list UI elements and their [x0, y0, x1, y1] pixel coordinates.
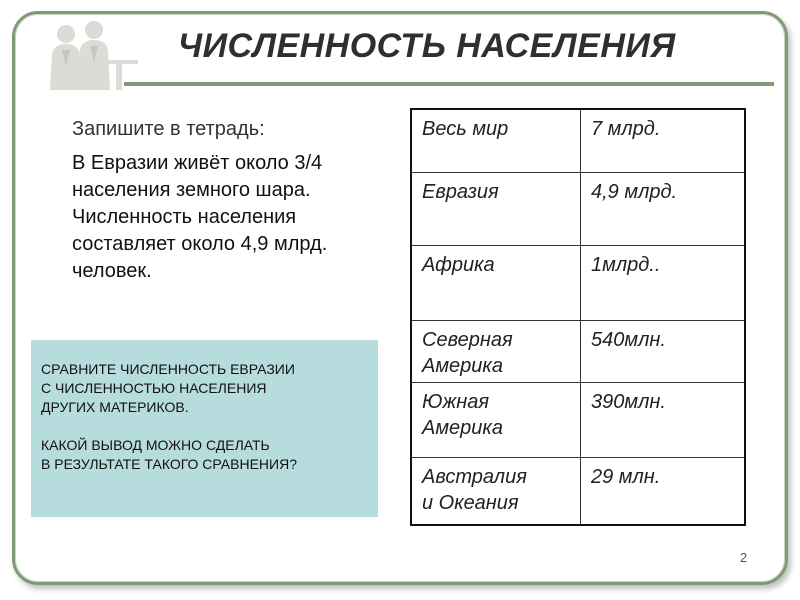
question-box [31, 340, 378, 517]
population-table [410, 108, 746, 526]
table-row [411, 383, 745, 458]
table-row [411, 246, 745, 321]
table-row [411, 173, 745, 246]
population-cell: 1млрд.. [581, 246, 746, 321]
question-line: В РЕЗУЛЬТАТЕ ТАКОГО СРАВНЕНИЯ? [41, 456, 297, 472]
population-cell: 7 млрд. [581, 109, 746, 173]
question-line: СРАВНИТЕ ЧИСЛЕННОСТЬ ЕВРАЗИИ [41, 361, 295, 377]
question-line: С ЧИСЛЕННОСТЬЮ НАСЕЛЕНИЯ [41, 380, 267, 396]
question-line: ДРУГИХ МАТЕРИКОВ. [41, 399, 189, 415]
region-cell: Африка [411, 246, 581, 321]
population-cell: 29 млн. [581, 458, 746, 526]
region-cell: Австралия и Океания [411, 458, 581, 526]
table-row [411, 321, 745, 383]
intro-label: Запишите в тетрадь: [72, 118, 265, 140]
table-row [411, 109, 745, 173]
intro-text: В Евразии живёт около 3/4 населения земного шара. Численность населения составляет около 4,9 млрд. человек. [72, 152, 328, 282]
region-cell: Северная Америка [411, 321, 581, 383]
title-underline [124, 82, 774, 86]
business-people-icon [32, 20, 142, 90]
region-cell: Евразия [411, 173, 581, 246]
region-cell: Южная Америка [411, 383, 581, 458]
question-line: КАКОЙ ВЫВОД МОЖНО СДЕЛАТЬ [41, 437, 270, 453]
population-cell: 540млн. [581, 321, 746, 383]
slide-title: ЧИСЛЕННОСТЬ НАСЕЛЕНИЯ [178, 27, 676, 65]
table-row [411, 458, 745, 526]
region-cell: Весь мир [411, 109, 581, 173]
population-cell: 4,9 млрд. [581, 173, 746, 246]
page-number: 2 [740, 550, 748, 565]
population-cell: 390млн. [581, 383, 746, 458]
